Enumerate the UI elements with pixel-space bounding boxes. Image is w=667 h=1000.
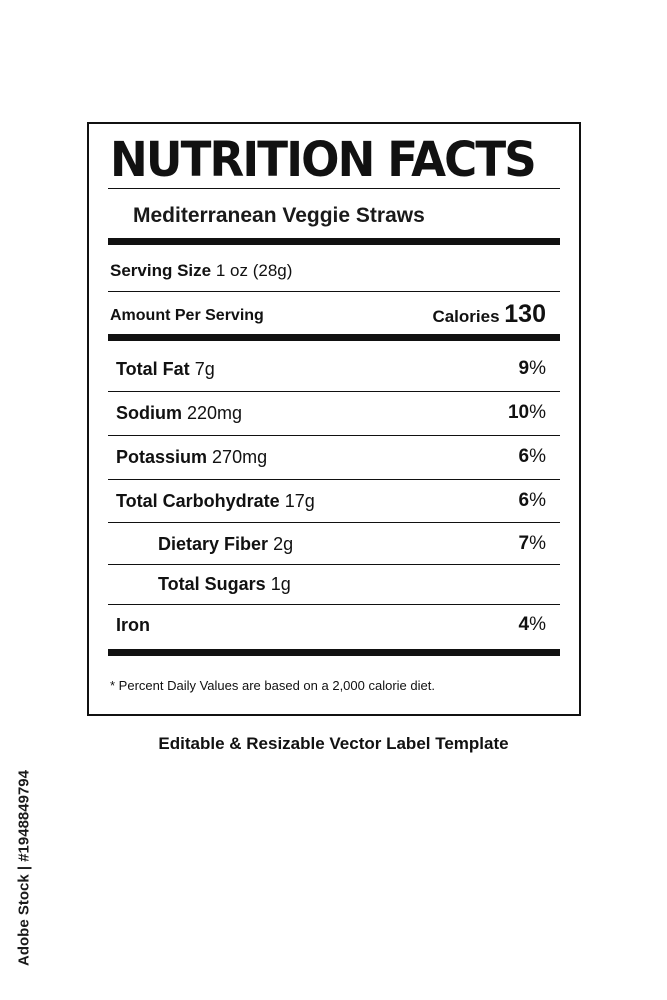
percent-sign: % <box>529 533 546 554</box>
nutrient-name <box>108 443 267 471</box>
daily-value-number: 6 <box>518 490 530 511</box>
nutrient-divider <box>108 435 560 436</box>
nutrient-divider <box>108 391 560 392</box>
nutrition-label <box>87 122 581 716</box>
nutrient-daily-value <box>519 530 560 558</box>
calories-value: 130 <box>504 300 546 328</box>
nutrient-row <box>108 487 560 515</box>
serving-size-label: Serving Size <box>110 261 212 280</box>
nutrient-daily-value <box>519 487 560 515</box>
percent-sign: % <box>529 614 546 635</box>
template-caption: Editable & Resizable Vector Label Template <box>158 734 509 753</box>
nutrient-name <box>108 530 293 558</box>
nutrient-row <box>108 399 560 427</box>
nutrient-daily-value <box>519 355 560 383</box>
percent-sign: % <box>529 358 546 379</box>
nutrient-row <box>108 355 560 383</box>
nutrient-amount: 220mg <box>187 403 243 423</box>
daily-value-number: 9 <box>518 358 530 379</box>
nutrient-amount: 2g <box>273 534 294 554</box>
nutrient-daily-value <box>519 443 560 471</box>
serving-size-value: 1 oz (28g) <box>215 261 293 280</box>
title-divider <box>108 188 560 189</box>
nutrient-label: Total Carbohydrate <box>116 491 280 511</box>
nutrient-label: Total Fat <box>116 359 190 379</box>
label-title: NUTRITION FACTS <box>110 132 535 188</box>
daily-value-footnote: * Percent Daily Values are based on a 2,000 calorie diet. <box>110 678 435 693</box>
nutrient-divider <box>108 479 560 480</box>
nutrient-amount: 17g <box>284 491 315 511</box>
nutrient-label: Iron <box>116 615 150 635</box>
calories-label: Calories <box>432 307 500 326</box>
daily-value-number: 7 <box>518 533 530 554</box>
nutrient-amount: 270mg <box>212 447 268 467</box>
percent-sign: % <box>529 446 546 467</box>
calories-divider <box>108 334 560 341</box>
daily-value-number: 10 <box>507 402 530 423</box>
nutrient-name <box>108 355 215 383</box>
serving-size <box>110 259 292 283</box>
nutrient-divider <box>108 604 560 605</box>
nutrient-name <box>108 570 291 598</box>
nutrient-row <box>108 611 560 639</box>
product-divider <box>108 238 560 245</box>
nutrient-divider <box>108 564 560 565</box>
daily-value-number: 6 <box>518 446 530 467</box>
footer-divider <box>108 649 560 656</box>
nutrient-amount: 1g <box>270 574 291 594</box>
nutrient-daily-value <box>519 611 560 639</box>
nutrient-row <box>108 443 560 471</box>
stock-credit-text: Adobe Stock | #1948849794 <box>15 770 33 966</box>
product-name: Mediterranean Veggie Straws <box>133 204 425 227</box>
percent-sign: % <box>529 402 546 423</box>
nutrient-label: Total Sugars <box>158 574 266 594</box>
nutrient-name <box>108 399 242 427</box>
nutrient-label: Sodium <box>116 403 182 423</box>
nutrient-name <box>108 611 150 639</box>
nutrient-label: Potassium <box>116 447 208 467</box>
percent-sign: % <box>529 490 546 511</box>
nutrient-row <box>108 530 560 558</box>
nutrient-daily-value <box>508 399 560 427</box>
serving-divider <box>108 291 560 292</box>
nutrient-row <box>108 570 560 598</box>
amount-per-serving: Amount Per Serving <box>110 307 264 324</box>
stock-credit <box>14 750 34 985</box>
nutrient-amount: 7g <box>194 359 215 379</box>
nutrient-label: Dietary Fiber <box>158 534 269 554</box>
nutrient-name <box>108 487 315 515</box>
daily-value-number: 4 <box>518 614 530 635</box>
calories <box>432 298 546 333</box>
nutrient-divider <box>108 522 560 523</box>
